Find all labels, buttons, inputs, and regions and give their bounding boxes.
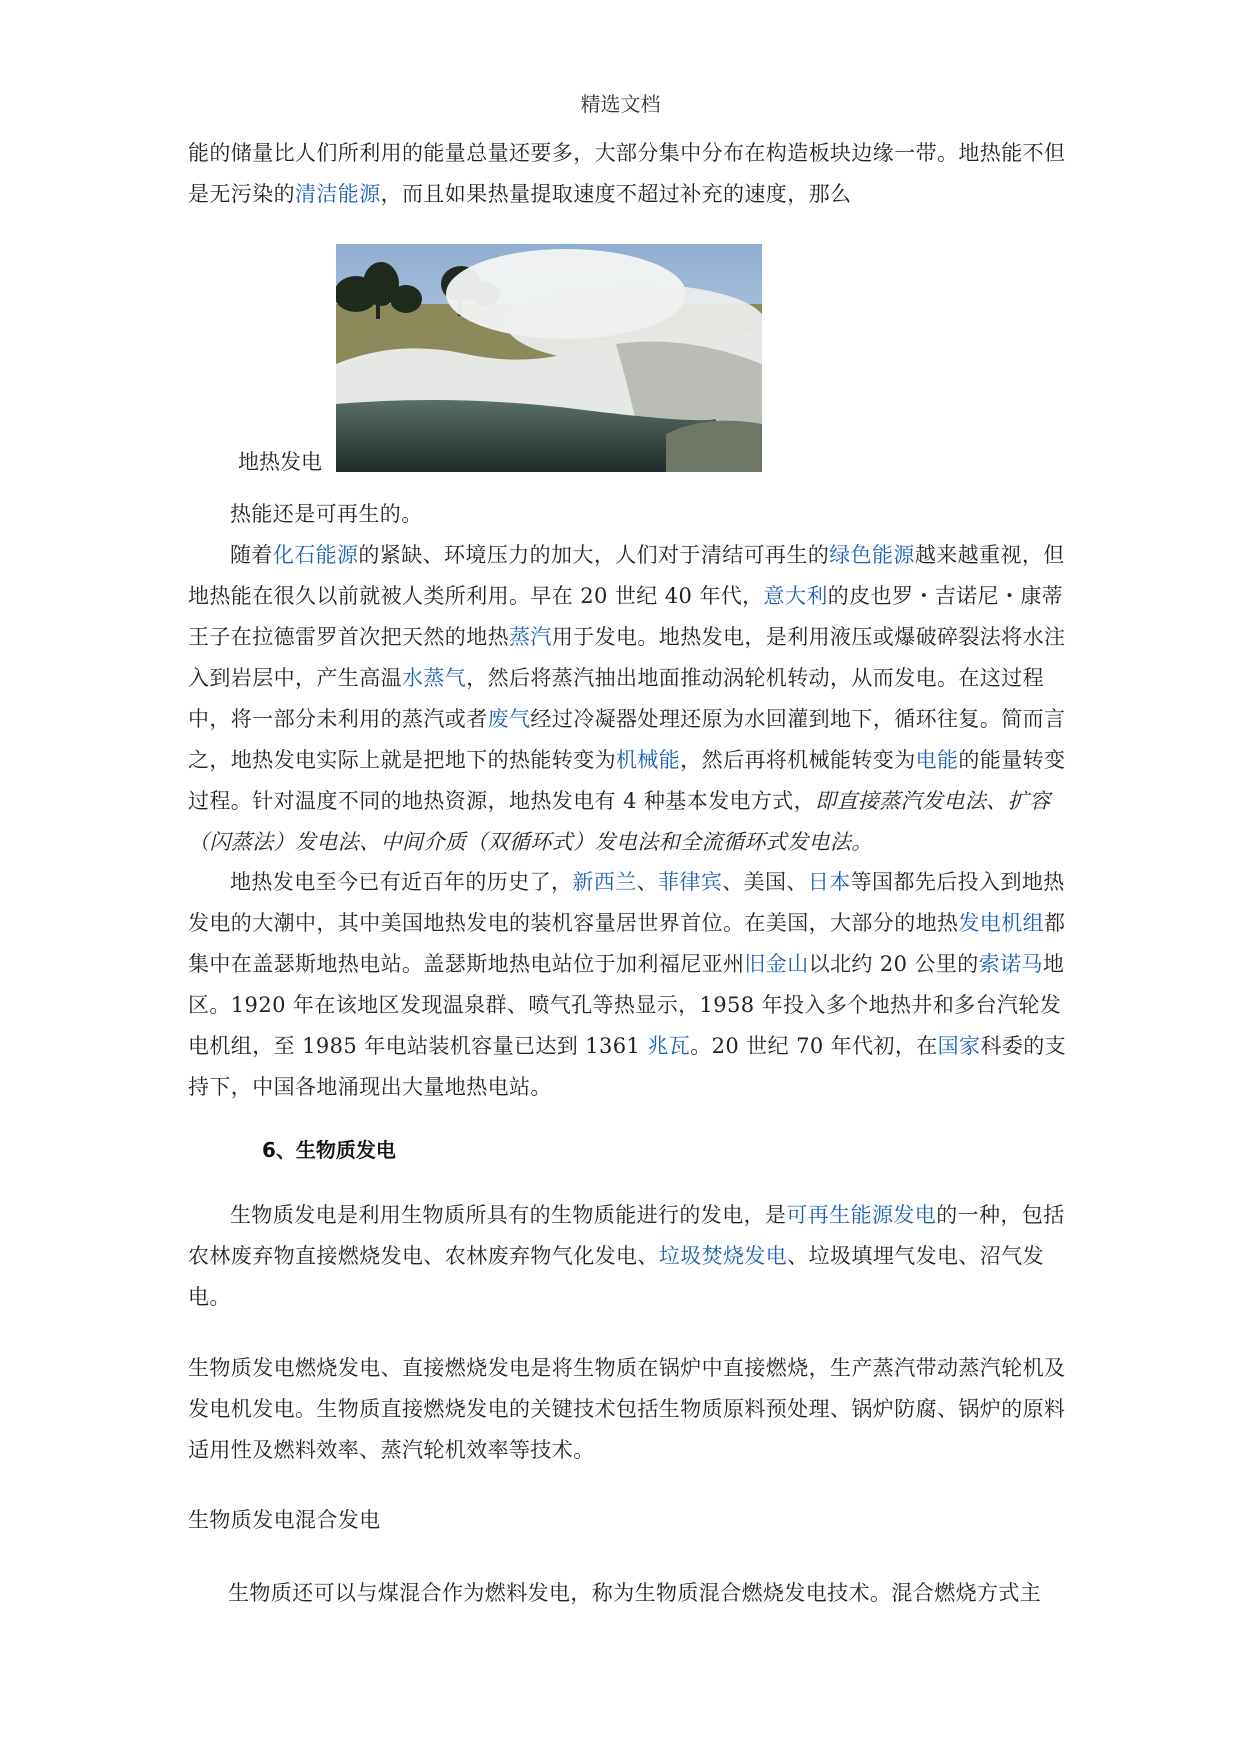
paragraph-direct-combustion xyxy=(188,1348,1068,1471)
italic-text: 即直接蒸汽发电法、扩容（闪蒸法）发电法、中间介质（双循环式）发电法和全流循环式发电法。 xyxy=(188,789,1051,854)
link-megawatt[interactable]: 兆瓦 xyxy=(647,1034,691,1058)
link-philippines[interactable]: 菲律宾 xyxy=(658,870,723,894)
text: 能的储量比人们所利用的能量总量还要多，大部分集中分布在构造板块边缘一带。地热能不但是无污染的 xyxy=(188,141,1066,206)
text: 等国都先后投入到地热发电的大潮中，其中美国地热发电的装机容量居世界首位。在美国，大部分的地热 xyxy=(188,870,1065,935)
link-national[interactable]: 国家 xyxy=(937,1034,981,1058)
text: 经过冷凝器处理还原为水回灌到地下，循环往复。简而言之，地热发电实际上就是把地下的热能转变为 xyxy=(188,707,1066,772)
link-fossil-energy[interactable]: 化石能源 xyxy=(272,543,359,567)
paragraph-mixed-combustion xyxy=(228,1573,1068,1614)
text: 生物质发电是利用生物质所具有的生物质能进行的发电，是 xyxy=(230,1203,787,1227)
text: 生物质发电混合发电 xyxy=(188,1508,381,1532)
text: 的紧缺、环境压力的加大，人们对于清结可再生的 xyxy=(358,543,830,567)
paragraph-intro xyxy=(188,133,1068,215)
link-generator-set[interactable]: 发电机组 xyxy=(958,911,1045,935)
paragraph-mixed-title xyxy=(188,1500,1068,1541)
image-caption: 地热发电 xyxy=(238,450,322,474)
text: 的皮也罗・吉诺尼・康蒂王子在拉德雷罗首次把天然的地热 xyxy=(188,584,1064,649)
link-water-vapor[interactable]: 水蒸气 xyxy=(402,666,467,690)
text: 、 xyxy=(636,870,659,894)
text: 热能还是可再生的。 xyxy=(230,502,423,526)
link-electric-energy[interactable]: 电能 xyxy=(915,748,959,772)
text: 以北约 20 公里的 xyxy=(808,952,979,976)
text: 的能量转变过程。针对温度不同的地热资源，地热发电有 4 种基本发电方式， xyxy=(188,748,1066,813)
geothermal-photo xyxy=(336,244,762,472)
link-new-zealand[interactable]: 新西兰 xyxy=(572,870,637,894)
link-waste-incineration[interactable]: 垃圾焚烧发电 xyxy=(658,1244,788,1268)
text: 地区。1920 年在该地区发现温泉群、喷气孔等热显示，1958 年投入多个地热井和多台汽轮发电机组，至 1985 年电站装机容量已达到 1361 xyxy=(188,952,1065,1058)
link-italy[interactable]: 意大利 xyxy=(763,584,828,608)
link-japan[interactable]: 日本 xyxy=(807,870,851,894)
text: ，而且如果热量提取速度不超过补充的速度，那么 xyxy=(380,182,852,206)
link-sonoma[interactable]: 索诺马 xyxy=(978,952,1043,976)
text: 都集中在盖瑟斯地热电站。盖瑟斯地热电站位于加利福尼亚州 xyxy=(188,911,1066,976)
link-san-francisco[interactable]: 旧金山 xyxy=(744,952,809,976)
text: 。20 世纪 70 年代初，在 xyxy=(690,1034,938,1058)
text: 、垃圾填埋气发电、沼气发电。 xyxy=(188,1244,1045,1309)
paragraph-biomass-intro xyxy=(188,1195,1068,1318)
paragraph-geothermal-history xyxy=(188,535,1068,863)
text: 地热发电至今已有近百年的历史了， xyxy=(230,870,573,894)
text: 科委的支持下，中国各地涌现出大量地热电站。 xyxy=(188,1034,1067,1099)
text: 的一种，包括农林废弃物直接燃烧发电、农林废弃物气化发电、 xyxy=(188,1203,1065,1268)
link-clean-energy[interactable]: 清洁能源 xyxy=(295,182,381,206)
text: ，然后将蒸汽抽出地面推动涡轮机转动，从而发电。在这过程中，将一部分未利用的蒸汽或者 xyxy=(188,666,1045,731)
text: 生物质还可以与煤混合作为燃料发电，称为生物质混合燃烧发电技术。混合燃烧方式主 xyxy=(228,1581,1042,1605)
link-green-energy[interactable]: 绿色能源 xyxy=(829,543,915,567)
text: 用于发电。地热发电，是利用液压或爆破碎裂法将水注入到岩层中，产生高温 xyxy=(188,625,1066,690)
link-steam[interactable]: 蒸汽 xyxy=(509,625,552,649)
text: 生物质发电燃烧发电、直接燃烧发电是将生物质在锅炉中直接燃烧，生产蒸汽带动蒸汽轮机及发电机发电。生物质直接燃烧发电的关键技术包括生物质原料预处理、锅炉防腐、锅炉的原料适用性及燃料效率、蒸汽轮机效率等技术。 xyxy=(188,1356,1066,1462)
text: ，然后再将机械能转变为 xyxy=(680,748,916,772)
paragraph-world-geothermal xyxy=(188,862,1068,1108)
text: 随着 xyxy=(230,543,273,567)
page-header: 精选文档 xyxy=(580,92,661,116)
link-mechanical-energy[interactable]: 机械能 xyxy=(616,748,681,772)
link-exhaust[interactable]: 废气 xyxy=(487,707,531,731)
link-renewable-power[interactable]: 可再生能源发电 xyxy=(786,1203,937,1227)
text: 越来越重视，但地热能在很久以前就被人类所利用。早在 20 世纪 40 年代， xyxy=(188,543,1065,608)
text: 、美国、 xyxy=(722,870,808,894)
paragraph-renewable xyxy=(188,494,1068,535)
section-heading: 6、生物质发电 xyxy=(262,1138,396,1162)
